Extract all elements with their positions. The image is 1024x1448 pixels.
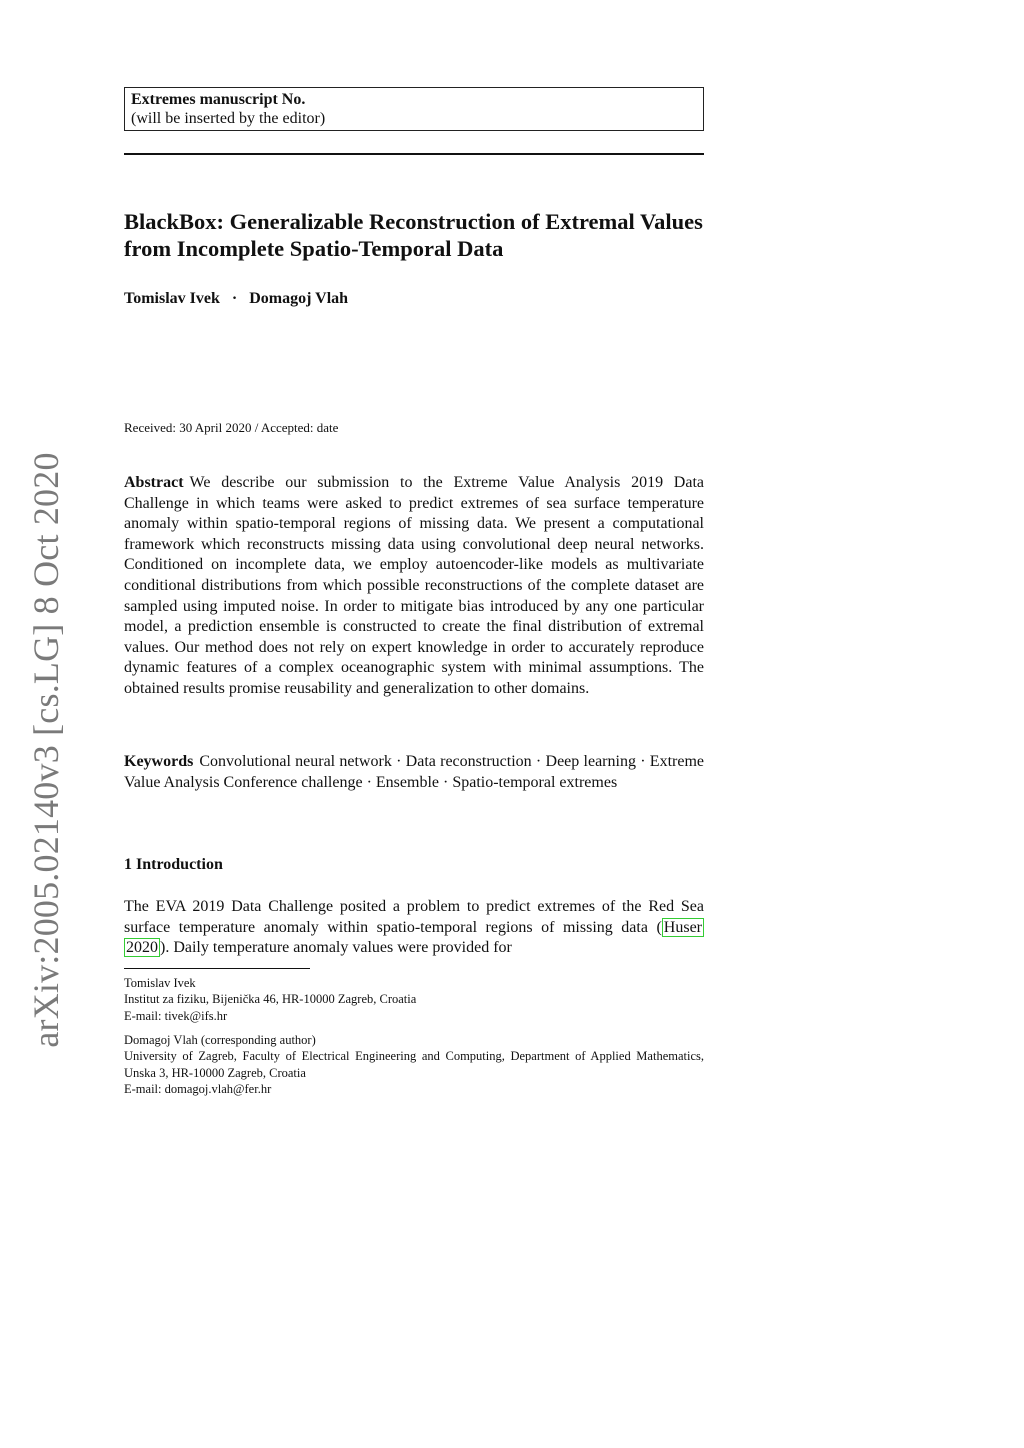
section-heading: 1 Introduction [124,856,223,873]
footnote-affiliation: University of Zagreb, Faculty of Electrical Engineering and Computing, Department of Applied Mathematics, Unska 3, HR-10000 Zagreb, Croatia [124,1049,704,1080]
author-footnote [124,975,704,1024]
citation-link-author[interactable]: Huser [663,918,702,936]
intro-text: The EVA 2019 Data Challenge posited a problem to predict extremes of the Red Sea surface temperature anomaly within spatio-temporal regions of missing data ( [124,898,704,936]
footnote-name: Tomislav Ivek [124,976,196,990]
keywords-text: Convolutional neural network · Data reconstruction · Deep learning · Extreme Value Analysis Conference challenge · Ensemble · Spatio-temporal extremes [124,753,704,791]
author-name: Domagoj Vlah [249,290,349,307]
author-footnote [124,1032,704,1097]
paper-title: BlackBox: Generalizable Reconstruction of Extremal Values from Incomplete Spatio-Temporal Data [124,209,703,261]
author-list [124,290,704,308]
abstract-label: Abstract [124,474,184,491]
footnote-email: E-mail: tivek@ifs.hr [124,1008,228,1023]
keywords [124,752,704,793]
footnote-email: E-mail: domagoj.vlah@fer.hr [124,1081,272,1096]
author-separator: · [231,290,238,307]
intro-text: ). Daily temperature anomaly values were provided for [160,939,512,957]
header-rule [124,153,704,155]
abstract-text: We describe our submission to the Extreme Value Analysis 2019 Data Challenge in which teams were asked to predict extremes of sea surface temperature anomaly within spatio-temporal regions of missing data. We present a computational framework which reconstructs missing data using convolutional deep neural networks. Conditioned on incomplete data, we employ autoencoder-like models as multivariate conditional distributions from which possible reconstructions of the complete dataset are sampled using imputed noise. In order to mitigate bias introduced by any one particular model, a prediction ensemble is constructed to create the final distribution of extremal values. Our method does not rely on expert knowledge in order to accurately reproduce dynamic features of a complex oceanographic system with minimal assumptions. The obtained results promise reusability and generalization to other domains. [124,474,704,697]
keywords-label: Keywords [124,753,194,770]
abstract [124,473,704,700]
footnote-rule [124,968,310,969]
manuscript-label: Extremes manuscript No. [131,91,306,108]
received-date: Received: 30 April 2020 / Accepted: date [124,420,339,435]
footnote-name: Domagoj Vlah (corresponding author) [124,1033,316,1047]
author-name: Tomislav Ivek [124,290,220,307]
footnote-affiliation: Institut za fiziku, Bijenička 46, HR-10000 Zagreb, Croatia [124,992,417,1007]
introduction-paragraph [124,897,704,959]
editor-note: (will be inserted by the editor) [131,110,326,127]
arxiv-identifier[interactable]: arXiv:2005.02140v3 [cs.LG] 8 Oct 2020 [26,452,66,1048]
arxiv-sidebar [20,452,72,1048]
editor-box [124,87,704,131]
citation-link-year[interactable]: 2020 [126,939,158,957]
